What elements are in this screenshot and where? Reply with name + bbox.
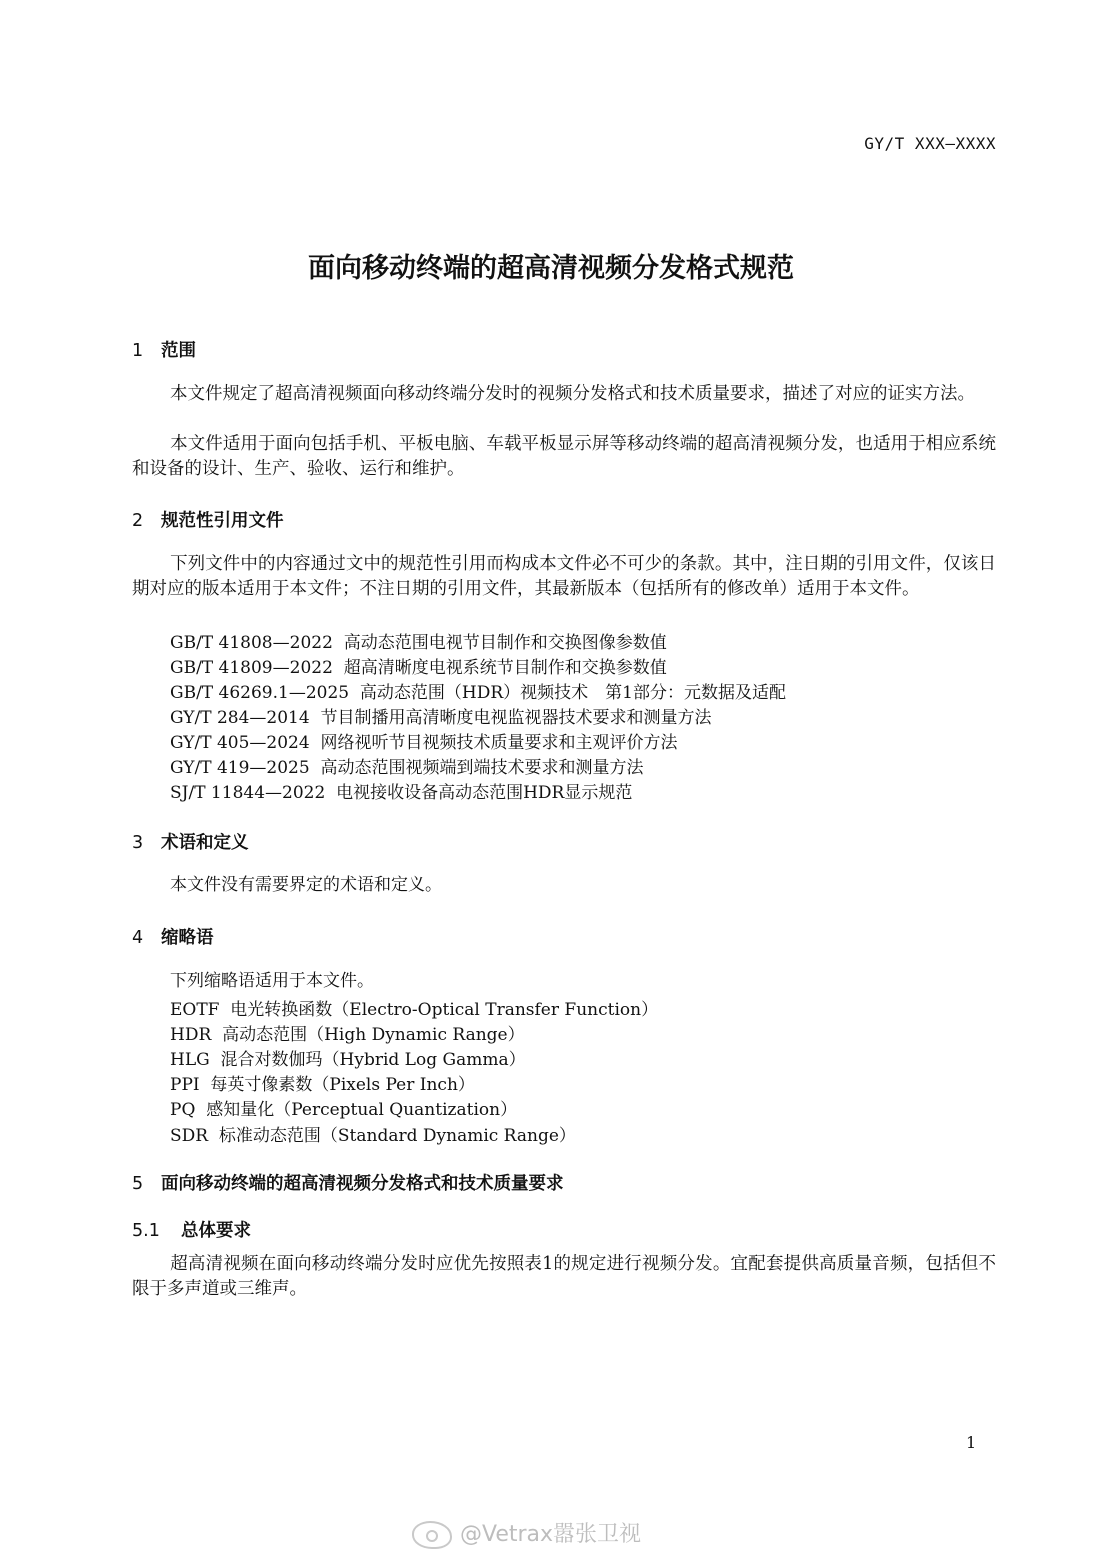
reference-item	[170, 628, 667, 653]
section-2-paragraph-1	[132, 552, 996, 602]
subsection-number: 5.1	[132, 1221, 160, 1241]
paragraph-text: 本文件适用于面向包括手机、平板电脑、车载平板显示屏等移动终端的超高清视频分发，也适用于相应系统和设备的设计、生产、验收、运行和维护。	[132, 434, 996, 479]
reference-item	[170, 728, 678, 753]
section-1-paragraph-1	[132, 382, 996, 407]
abbreviation-definition: 混合对数伽玛（Hybrid Log Gamma）	[220, 1050, 526, 1070]
watermark	[412, 1517, 641, 1549]
abbreviation-code: SDR	[170, 1126, 209, 1146]
section-3-heading	[132, 829, 249, 854]
section-3-paragraph-1: 本文件没有需要界定的术语和定义。	[170, 875, 442, 895]
abbreviation-item	[170, 1045, 526, 1070]
subsection-5-1-heading	[132, 1217, 251, 1242]
abbreviation-item	[170, 1095, 517, 1120]
section-title: 缩略语	[161, 928, 214, 948]
section-4-heading	[132, 924, 214, 949]
section-5-heading	[132, 1170, 564, 1195]
abbreviation-code: PQ	[170, 1100, 196, 1120]
section-2-heading	[132, 507, 284, 532]
reference-code: GY/T 419—2025	[170, 758, 310, 778]
reference-item	[170, 653, 667, 678]
reference-code: GB/T 41809—2022	[170, 658, 333, 678]
reference-title: 节目制播用高清晰度电视监视器技术要求和测量方法	[320, 708, 712, 728]
reference-title: 超高清晰度电视系统节目制作和交换参数值	[343, 658, 667, 678]
abbreviation-definition: 感知量化（Perceptual Quantization）	[206, 1100, 518, 1120]
section-number: 5	[132, 1174, 144, 1194]
section-title: 术语和定义	[161, 833, 249, 853]
abbreviation-definition: 标准动态范围（Standard Dynamic Range）	[218, 1126, 576, 1146]
section-title: 规范性引用文件	[161, 511, 284, 531]
document-title: 面向移动终端的超高清视频分发格式规范	[308, 253, 794, 284]
paragraph-text: 本文件规定了超高清视频面向移动终端分发时的视频分发格式和技术质量要求，描述了对应的证实方法。	[170, 384, 975, 404]
reference-item	[170, 778, 632, 803]
paragraph-text: 超高清视频在面向移动终端分发时应优先按照表1的规定进行视频分发。宜配套提供高质量音频，包括但不限于多声道或三维声。	[132, 1254, 996, 1299]
reference-item	[170, 753, 644, 778]
section-title: 面向移动终端的超高清视频分发格式和技术质量要求	[161, 1174, 564, 1194]
document-code: GY/T XXX—XXXX	[864, 134, 996, 153]
reference-title: 电视接收设备高动态范围HDR显示规范	[336, 783, 633, 803]
paragraph-text: 下列文件中的内容通过文中的规范性引用而构成本文件必不可少的条款。其中，注日期的引用文件，仅该日期对应的版本适用于本文件；不注日期的引用文件，其最新版本（包括所有的修改单）适用于本文件。	[132, 554, 996, 599]
subsection-title: 总体要求	[181, 1221, 251, 1241]
abbreviation-definition: 每英寸像素数（Pixels Per Inch）	[210, 1075, 475, 1095]
reference-item	[170, 703, 712, 728]
reference-item	[170, 678, 786, 703]
watermark-text: @Vetrax嚣张卫视	[460, 1522, 642, 1547]
reference-title: 高动态范围（HDR）视频技术 第1部分：元数据及适配	[359, 683, 786, 703]
abbreviation-item	[170, 995, 658, 1020]
abbreviation-code: EOTF	[170, 1000, 220, 1020]
abbreviation-definition: 高动态范围（High Dynamic Range）	[222, 1025, 525, 1045]
abbreviation-code: HLG	[170, 1050, 210, 1070]
section-number: 3	[132, 833, 144, 853]
section-number: 2	[132, 511, 144, 531]
reference-code: GB/T 46269.1—2025	[170, 683, 350, 703]
reference-title: 网络视听节目视频技术质量要求和主观评价方法	[320, 733, 678, 753]
section-number: 1	[132, 341, 144, 361]
reference-title: 高动态范围视频端到端技术要求和测量方法	[320, 758, 644, 778]
abbreviation-item	[170, 1020, 525, 1045]
abbreviations-intro: 下列缩略语适用于本文件。	[170, 971, 374, 991]
section-1-paragraph-2	[132, 432, 996, 482]
abbreviation-code: HDR	[170, 1025, 212, 1045]
page-number: 1	[966, 1433, 977, 1452]
section-number: 4	[132, 928, 144, 948]
reference-code: GY/T 284—2014	[170, 708, 310, 728]
subsection-5-1-paragraph-1	[132, 1252, 996, 1302]
abbreviation-item	[170, 1121, 576, 1146]
abbreviation-item	[170, 1070, 475, 1095]
abbreviation-definition: 电光转换函数（Electro-Optical Transfer Function）	[230, 1000, 659, 1020]
section-1-heading	[132, 337, 196, 362]
section-title: 范围	[161, 341, 196, 361]
reference-title: 高动态范围电视节目制作和交换图像参数值	[343, 633, 667, 653]
reference-code: SJ/T 11844—2022	[170, 783, 326, 803]
reference-code: GY/T 405—2024	[170, 733, 310, 753]
abbreviation-code: PPI	[170, 1075, 200, 1095]
weibo-logo-icon	[412, 1521, 452, 1549]
reference-code: GB/T 41808—2022	[170, 633, 333, 653]
